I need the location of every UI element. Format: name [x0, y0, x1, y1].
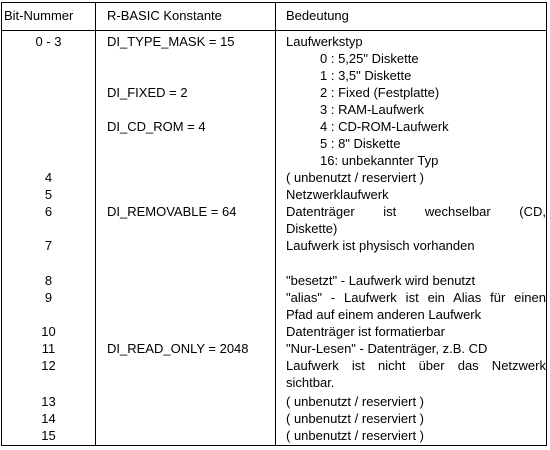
description-cell: "alias" - Laufwerk ist ein Alias für einen [286, 290, 546, 305]
description-cell: Laufwerk ist physisch vorhanden [286, 238, 475, 253]
bit-cell: 8 [44, 273, 53, 288]
constant-cell: DI_CD_ROM = 4 [107, 119, 206, 134]
bit-cell: 7 [44, 238, 53, 253]
bit-cell: 12 [41, 358, 56, 373]
description-cell: Netzwerklaufwerk [286, 187, 389, 202]
bit-cell: 0 - 3 [35, 34, 62, 49]
description-cell: Datenträger ist wechselbar (CD, [286, 204, 546, 219]
description-cell: "besetzt" - Laufwerk wird benutzt [286, 273, 476, 288]
table-row [2, 186, 548, 203]
bit-cell: 4 [44, 170, 53, 185]
table-row [2, 323, 548, 340]
description-cell: 0 : 5,25" Diskette [320, 51, 419, 66]
table-row [2, 220, 548, 237]
description-cell: sichtbar. [286, 375, 335, 390]
table-row [2, 306, 548, 323]
bit-cell: 14 [41, 411, 56, 426]
description-cell: ( unbenutzt / reserviert ) [286, 411, 424, 426]
description-cell: ( unbenutzt / reserviert ) [286, 170, 424, 185]
header-bit-number: Bit-Nummer [4, 8, 74, 23]
table-row [2, 203, 548, 220]
description-cell: 5 : 8" Diskette [320, 136, 401, 151]
table-row [2, 427, 548, 444]
table-row [2, 67, 548, 84]
table-row [2, 410, 548, 427]
description-cell: Laufwerkstyp [286, 34, 363, 49]
constant-cell: DI_READ_ONLY = 2048 [107, 341, 249, 356]
description-cell: 3 : RAM-Laufwerk [320, 102, 425, 117]
table-row [2, 374, 548, 391]
table-row [2, 118, 548, 135]
description-cell: "Nur-Lesen" - Datenträger, z.B. CD [286, 341, 488, 356]
table-row [2, 237, 548, 254]
bit-cell: 5 [44, 187, 53, 202]
table-row [2, 50, 548, 67]
table-row [2, 169, 548, 186]
description-cell: ( unbenutzt / reserviert ) [286, 428, 424, 443]
constant-cell: DI_TYPE_MASK = 15 [107, 34, 235, 49]
table-row [2, 357, 548, 374]
table-row [2, 272, 548, 289]
table-row [2, 33, 548, 50]
description-cell: 2 : Fixed (Festplatte) [320, 85, 440, 100]
bit-cell: 9 [44, 290, 53, 305]
table-row [2, 152, 548, 169]
table-row [2, 289, 548, 306]
table-row [2, 101, 548, 118]
bit-cell: 13 [41, 394, 56, 409]
bit-cell: 10 [41, 324, 56, 339]
description-cell: 16: unbekannter Typ [320, 153, 439, 168]
description-cell: Datenträger ist formatierbar [286, 324, 445, 339]
description-cell: 1 : 3,5" Diskette [320, 68, 412, 83]
header-rbasic-constant: R-BASIC Konstante [107, 8, 222, 23]
constant-cell: DI_FIXED = 2 [107, 85, 188, 100]
bitfield-table [1, 2, 547, 446]
description-cell: 4 : CD-ROM-Laufwerk [320, 119, 449, 134]
header-meaning: Bedeutung [286, 8, 349, 23]
description-cell: Diskette) [286, 221, 338, 236]
table-row [2, 393, 548, 410]
description-cell: ( unbenutzt / reserviert ) [286, 394, 424, 409]
table-row [2, 84, 548, 101]
table-row [2, 340, 548, 357]
description-cell: Pfad auf einem anderen Laufwerk [286, 307, 482, 322]
constant-cell: DI_REMOVABLE = 64 [107, 204, 237, 219]
table-row [2, 135, 548, 152]
description-cell: Laufwerk ist nicht über das Netzwerk [286, 358, 546, 373]
bit-cell: 6 [44, 204, 53, 219]
bit-cell: 15 [41, 428, 56, 443]
header-divider [2, 30, 546, 31]
bit-cell: 11 [41, 341, 56, 356]
